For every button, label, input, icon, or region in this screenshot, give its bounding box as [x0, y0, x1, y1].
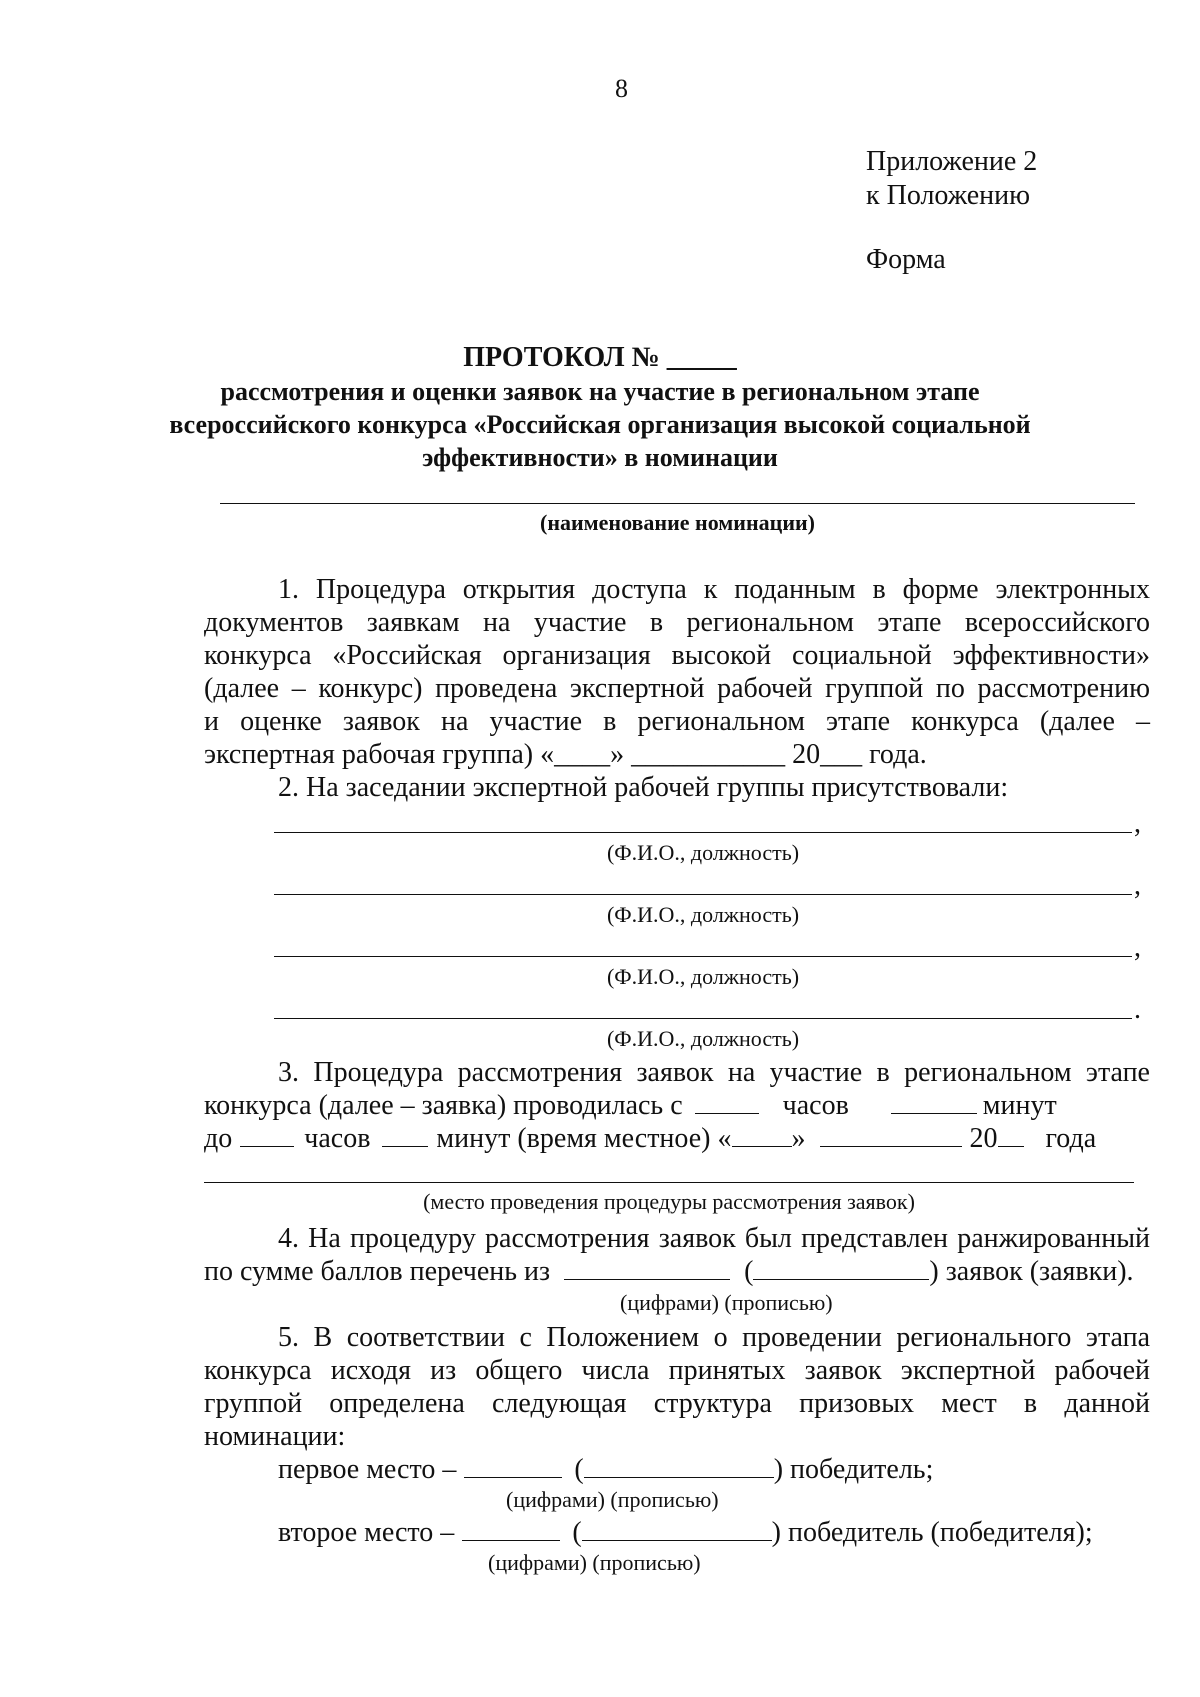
- member-2-fill-line[interactable]: [274, 894, 1132, 895]
- member-3-punct: ,: [1134, 932, 1141, 963]
- month-field[interactable]: [820, 1145, 962, 1147]
- second-place-open-paren: (: [572, 1517, 582, 1548]
- appendix-label: Приложение 2: [866, 146, 1038, 177]
- end-minutes-field[interactable]: [382, 1145, 428, 1147]
- p5-line4: номинации:: [204, 1421, 346, 1452]
- applications-count-words-field[interactable]: [753, 1278, 929, 1280]
- start-minutes-field[interactable]: [891, 1112, 977, 1114]
- member-1-fill-line[interactable]: [274, 832, 1132, 833]
- start-hours-field[interactable]: [695, 1112, 759, 1114]
- p3-line1: 3. Процедура рассмотрения заявок на участие в региональном этапе: [278, 1057, 1150, 1088]
- member-3-caption: (Ф.И.О., должность): [606, 964, 800, 989]
- p4-applications-label: ) заявок (заявки).: [929, 1256, 1134, 1287]
- first-place-row: [278, 1454, 933, 1486]
- second-place-digits-field[interactable]: [462, 1539, 560, 1541]
- p4-line1: 4. На процедуру рассмотрения заявок был представлен ранжированный: [278, 1223, 1150, 1254]
- nomination-caption: (наименование номинации): [540, 510, 815, 535]
- year-label: года: [1045, 1123, 1097, 1154]
- protocol-title: ПРОТОКОЛ № _____: [463, 342, 737, 373]
- p3-time-from-text: конкурса (далее – заявка) проводилась с: [204, 1090, 683, 1121]
- member-1-caption: (Ф.И.О., должность): [606, 840, 800, 865]
- member-1-punct: ,: [1134, 808, 1141, 839]
- page-number: 8: [615, 74, 628, 103]
- p4-list-text: по сумме баллов перечень из: [204, 1256, 551, 1287]
- until-label: до: [204, 1123, 233, 1154]
- second-place-winner-label: ) победитель (победителя);: [771, 1517, 1093, 1548]
- first-place-caption: (цифрами) (прописью): [506, 1487, 719, 1512]
- p4-caption: (цифрами) (прописью): [620, 1290, 833, 1315]
- second-place-words-field[interactable]: [582, 1539, 772, 1541]
- applications-count-digits-field[interactable]: [564, 1278, 730, 1280]
- member-3-fill-line[interactable]: [274, 956, 1132, 957]
- form-label: Форма: [866, 244, 946, 275]
- protocol-subtitle-line1: рассмотрения и оценки заявок на участие в региональном этапе: [220, 377, 980, 406]
- p5-line1: 5. В соответствии с Положением о проведении регионального этапа: [278, 1322, 1150, 1353]
- end-hours-field[interactable]: [240, 1145, 294, 1147]
- first-place-open-paren: (: [574, 1454, 584, 1485]
- year-field[interactable]: [998, 1145, 1024, 1147]
- protocol-subtitle-line2: всероссийского конкурса «Российская организация высокой социальной: [169, 410, 1031, 439]
- protocol-subtitle-line3: эффективности» в номинации: [422, 443, 778, 472]
- first-place-winner-label: ) победитель;: [773, 1454, 934, 1485]
- p1-line2: документов заявкам на участие в региональном этапе всероссийского: [204, 607, 1150, 638]
- end-hours-label: часов: [304, 1123, 371, 1154]
- p1-line4: (далее – конкурс) проведена экспертной рабочей группой по рассмотрению: [204, 673, 1150, 704]
- place-caption: (место проведения процедуры рассмотрения заявок): [423, 1189, 915, 1214]
- day-field[interactable]: [732, 1145, 792, 1147]
- member-4-fill-line[interactable]: [274, 1018, 1132, 1019]
- p3-line3: [204, 1123, 1150, 1155]
- p5-line2: конкурса исходя из общего числа принятых заявок экспертной рабочей: [204, 1355, 1150, 1386]
- p5-line3: группой определена следующая структура призовых мест в данной: [204, 1388, 1150, 1419]
- p1-line5: и оценке заявок на участие в региональном этапе конкурса (далее –: [204, 706, 1150, 737]
- p2-heading: 2. На заседании экспертной рабочей группы присутствовали:: [278, 772, 1009, 803]
- first-place-label: первое место –: [278, 1454, 457, 1485]
- nomination-fill-line[interactable]: [220, 503, 1135, 504]
- place-fill-line[interactable]: [204, 1182, 1134, 1183]
- p1-line1: 1. Процедура открытия доступа к поданным в форме электронных: [278, 574, 1150, 605]
- first-place-digits-field[interactable]: [464, 1476, 562, 1478]
- day-close-quote: »: [791, 1123, 806, 1154]
- second-place-caption: (цифрами) (прописью): [488, 1550, 701, 1575]
- member-4-caption: (Ф.И.О., должность): [606, 1026, 800, 1051]
- member-2-caption: (Ф.И.О., должность): [606, 902, 800, 927]
- first-place-words-field[interactable]: [584, 1476, 774, 1478]
- second-place-row: [278, 1517, 1093, 1549]
- member-4-punct: .: [1134, 994, 1141, 1025]
- year-prefix: 20: [969, 1123, 998, 1154]
- second-place-label: второе место –: [278, 1517, 455, 1548]
- p3-line2: [204, 1090, 1150, 1122]
- local-time-text: минут (время местное) «: [436, 1123, 732, 1154]
- hours-label: часов: [782, 1090, 849, 1121]
- p1-line6: экспертная рабочая группа) «____» ___________ 20___ года.: [204, 739, 927, 770]
- appendix-reference: к Положению: [866, 180, 1031, 211]
- minutes-label: минут: [982, 1090, 1057, 1121]
- p1-line3: конкурса «Российская организация высокой социальной эффективности»: [204, 640, 1150, 671]
- p4-open-paren: (: [744, 1256, 754, 1287]
- member-2-punct: ,: [1134, 870, 1141, 901]
- p4-line2: [204, 1256, 1134, 1288]
